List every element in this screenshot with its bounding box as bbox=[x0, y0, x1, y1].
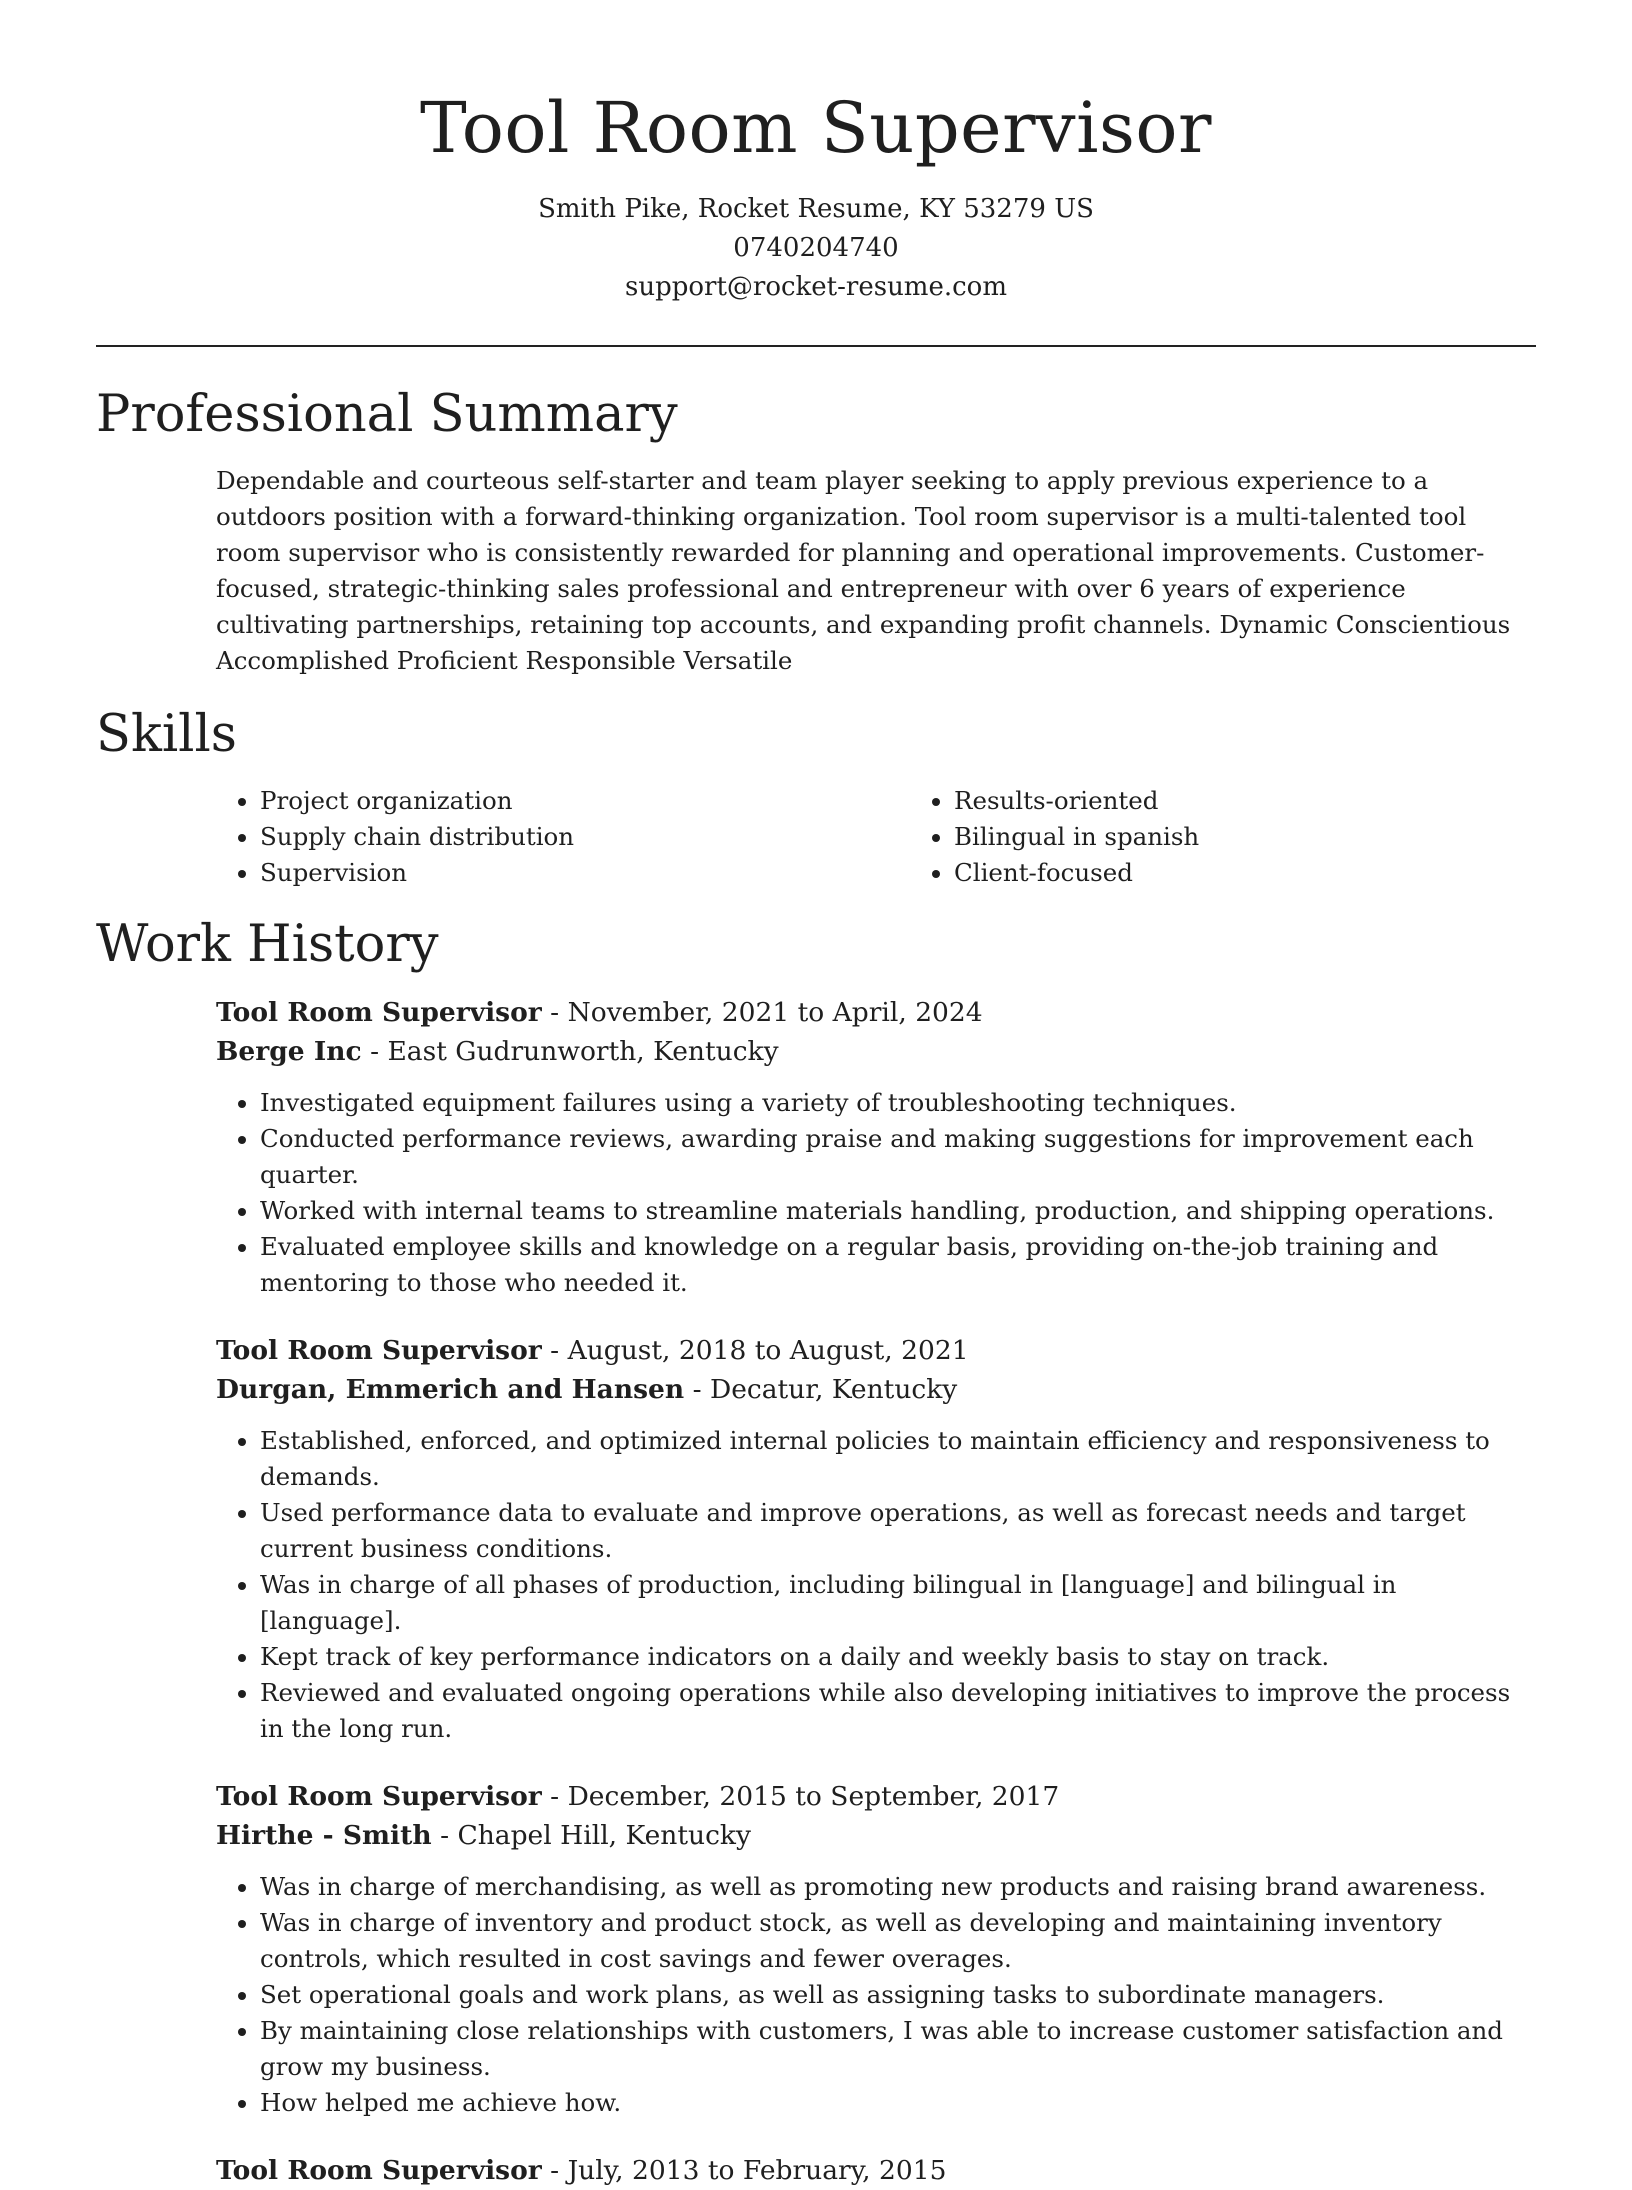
job-location: Chapel Hill, Kentucky bbox=[457, 1820, 751, 1851]
job-title: Tool Room Supervisor bbox=[216, 997, 542, 1028]
job-entry bbox=[216, 1331, 1536, 1747]
job-bullet: • Set operational goals and work plans, as well as assigning tasks to subordinate managers. bbox=[260, 1977, 1536, 2013]
skill-item: • Results-oriented bbox=[954, 783, 1536, 819]
separator: - bbox=[541, 1335, 568, 1366]
job-bullet: • Established, enforced, and optimized internal policies to maintain efficiency and responsiveness to demands. bbox=[260, 1423, 1536, 1495]
contact-email: support@rocket-resume.com bbox=[624, 272, 1007, 302]
separator: - bbox=[431, 1820, 458, 1851]
separator: - bbox=[541, 1781, 568, 1812]
job-heading bbox=[216, 993, 1536, 1032]
skill-item: • Supply chain distribution bbox=[260, 819, 910, 855]
job-heading bbox=[216, 2151, 1536, 2190]
job-heading bbox=[216, 1331, 1536, 1370]
job-location: Decatur, Kentucky bbox=[709, 1374, 958, 1405]
skill-item: • Supervision bbox=[260, 855, 910, 891]
job-entry bbox=[216, 1777, 1536, 2121]
job-heading bbox=[216, 1777, 1536, 1816]
section-title-summary: Professional Summary bbox=[96, 385, 678, 444]
job-entry bbox=[216, 993, 1536, 1301]
job-entry bbox=[216, 2151, 1536, 2190]
job-bullet: • How helped me achieve how. bbox=[260, 2085, 1536, 2121]
separator: - bbox=[541, 997, 568, 1028]
job-dates: December, 2015 to September, 2017 bbox=[567, 1781, 1060, 1812]
job-title: Tool Room Supervisor bbox=[216, 1335, 542, 1366]
resume-header bbox=[0, 0, 1632, 307]
job-title: Tool Room Supervisor bbox=[216, 2155, 542, 2186]
job-bullet: • Investigated equipment failures using a variety of troubleshooting techniques. bbox=[260, 1085, 1536, 1121]
job-company: Berge Inc bbox=[216, 1036, 362, 1067]
job-employer bbox=[216, 1370, 1536, 1409]
skill-item: • Bilingual in spanish bbox=[954, 819, 1536, 855]
job-dates: July, 2013 to February, 2015 bbox=[567, 2155, 947, 2186]
job-bullet: • Evaluated employee skills and knowledge on a regular basis, providing on-the-job training and mentoring to those who needed it. bbox=[260, 1229, 1536, 1301]
job-title: Tool Room Supervisor bbox=[216, 1781, 542, 1812]
job-dates: August, 2018 to August, 2021 bbox=[567, 1335, 969, 1366]
candidate-name: Tool Room Supervisor bbox=[420, 87, 1212, 169]
separator: - bbox=[684, 1374, 710, 1405]
header-divider bbox=[96, 345, 1536, 347]
skill-item: • Project organization bbox=[260, 783, 910, 819]
summary-text: Dependable and courteous self-starter and team player seeking to apply previous experience to a outdoors position with a forward-thinking organization. Tool room supervisor is a multi-talented tool room supervisor who is consistently rewarded for planning and operational improvements. Customer-focused, strategic-thinking sales professional and entrepreneur with over 6 years of experience cultivating partnerships, retaining top accounts, and expanding profit channels. Dynamic Conscientious Accomplished Proficient Responsible Versatile bbox=[216, 466, 1511, 675]
job-employer bbox=[216, 1816, 1536, 1855]
separator: - bbox=[541, 2155, 568, 2186]
job-bullet: • Reviewed and evaluated ongoing operations while also developing initiatives to improve the process in the long run. bbox=[260, 1675, 1536, 1747]
contact-phone: 0740204740 bbox=[733, 233, 899, 263]
section-title-skills: Skills bbox=[96, 705, 237, 764]
job-bullet: • Was in charge of all phases of production, including bilingual in [language] and bilingual in [language]. bbox=[260, 1567, 1536, 1639]
job-bullet: • Was in charge of merchandising, as well as promoting new products and raising brand awareness. bbox=[260, 1869, 1536, 1905]
skills-list bbox=[216, 783, 1536, 891]
skills-column-right bbox=[910, 783, 1536, 891]
contact-block bbox=[0, 190, 1632, 307]
job-bullet: • Was in charge of inventory and product stock, as well as developing and maintaining inventory controls, which resulted in cost savings and fewer overages. bbox=[260, 1905, 1536, 1977]
job-bullet: • Conducted performance reviews, awarding praise and making suggestions for improvement each quarter. bbox=[260, 1121, 1536, 1193]
job-employer bbox=[216, 1032, 1536, 1071]
skill-item: • Client-focused bbox=[954, 855, 1536, 891]
job-bullets bbox=[216, 1085, 1536, 1301]
job-bullet: • By maintaining close relationships with customers, I was able to increase customer satisfaction and grow my business. bbox=[260, 2013, 1536, 2085]
job-bullets bbox=[216, 1423, 1536, 1747]
job-dates: November, 2021 to April, 2024 bbox=[567, 997, 983, 1028]
skills-column-left bbox=[216, 783, 910, 891]
job-bullets bbox=[216, 1869, 1536, 2121]
job-company: Hirthe - Smith bbox=[216, 1820, 432, 1851]
separator: - bbox=[361, 1036, 388, 1067]
job-location: East Gudrunworth, Kentucky bbox=[387, 1036, 779, 1067]
job-bullet: • Used performance data to evaluate and improve operations, as well as forecast needs and target current business conditions. bbox=[260, 1495, 1536, 1567]
section-title-work-history: Work History bbox=[96, 915, 439, 974]
contact-address: Smith Pike, Rocket Resume, KY 53279 US bbox=[538, 194, 1094, 224]
job-company: Durgan, Emmerich and Hansen bbox=[216, 1374, 685, 1405]
job-bullet: • Worked with internal teams to streamline materials handling, production, and shipping operations. bbox=[260, 1193, 1536, 1229]
job-bullet: • Kept track of key performance indicators on a daily and weekly basis to stay on track. bbox=[260, 1639, 1536, 1675]
